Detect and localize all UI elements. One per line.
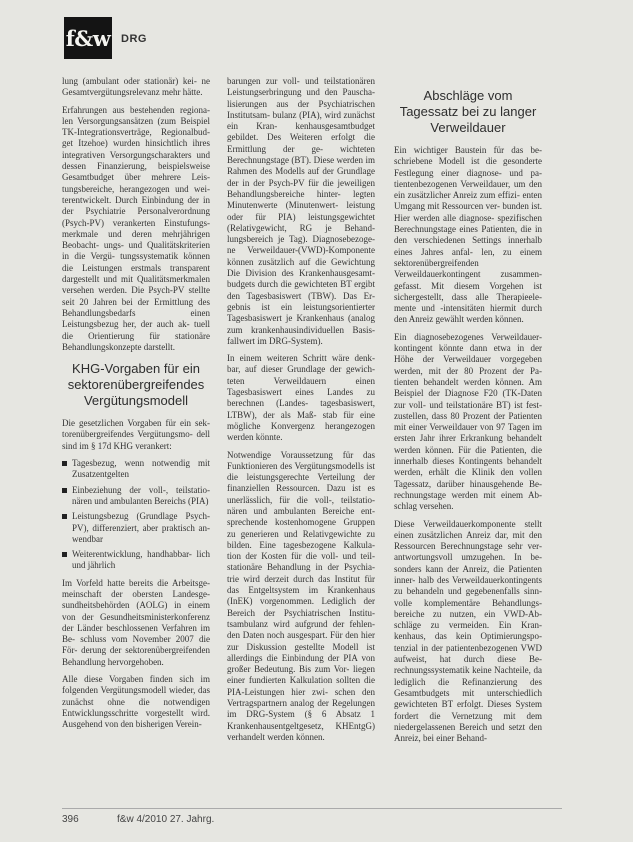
list-item: Weiterentwicklung, handhabbar- lich und jährlich (62, 549, 210, 572)
paragraph: lung (ambulant oder stationär) kei- ne Gesamtvergütungsrelevanz mehr hätte. (62, 76, 210, 98)
text-column-2 (227, 76, 375, 749)
paragraph: In einem weiteren Schritt wäre denk- bar, auf dieser Grundlage der gewich- teten Verweildauern einen Tagesbasiswert eines Landes zu berechnen (Landes- tagesbasiswert, LTBW), der als Maß- stab für eine mögliche Konvergenz herangezogen werden könnte. (227, 353, 375, 443)
page-number: 396 (62, 814, 79, 825)
publication-logo: f&w (64, 17, 112, 59)
section-subheading: Abschläge vom Tagessatz bei zu langer Verweildauer (399, 88, 537, 135)
text-column-1 (62, 76, 210, 737)
requirements-list (62, 458, 210, 572)
list-item: Leistungsbezug (Grundlage Psych- PV), differenziert, aber praktisch an- wendbar (62, 511, 210, 545)
paragraph: Diese Verweildauerkomponente stellt einen zusätzlichen Anreiz dar, mit den Ressourcen Berechnungstage sehr ver- antwortungsvoll umzugehen. In be- sonders kann der Anreiz, die Patienten inner- halb des Verweildauerkontingents zu behandeln und gegebenenfalls sinn- volle komplementäre Behandlungs- bereiche zu nutzen, ein VWD-Ab- schläge zu vermeiden. Ein Kran- kenhaus, das kein Optimierungspo- tenzial in der patientenbezogenen VWD aufweist, hat durch diese Be- rechnungssystematik keine Nachteile, da lediglich die Refinanzierung des Gesamtbudgets mit unterschiedlich gewichteten BT erfolgt. Dieses System fordert die Vernetzung mit dem niedergelassenen Bereich und setzt den Anreiz, bei einer Behand- (394, 518, 542, 744)
text-column-3 (394, 88, 542, 750)
paragraph: Notwendige Voraussetzung für das Funktionieren des Vergütungsmodells ist die leistungsgerechte Verteilung der finanziellen Ressourcen. Dazu ist es unerlässlich, für die voll-, teilstatio- nären und ambulanten Bereiche ent- sprechende kostenhomogene Gruppen zu generieren und Relativgewichte zu bilden. Eine tagesbezogene Kalkula- tion der Kosten für die voll- und teil- stationäre Behandlung in der Psychia- trie wird derzeit durch das Institut für das Entgeltsystem im Krankenhaus (InEK) vorgenommen. Lediglich der Bereich der Psychiatrischen Institu- tsambulanz wird aufgrund der fehlen- den Daten noch ausgespart. Für den hier zur Diskussion gestellte Modell ist allerdings die Einbindung der PIA von großer Bedeutung. Bis zum Vor- liegen einer fundierten Kalkulation sollten die PIA-Leistungen hier zwi- schen den Vertragspartnern analog der Regelungen im DRG-System (§ 6 Absatz 1 Krankenhausentgeltgesetz, KHEntgG) verhandelt werden können. (227, 449, 375, 742)
paragraph: Alle diese Vorgaben finden sich im folgenden Vergütungsmodell wieder, das zunächst ohne die notwendigen Entwicklungsschritte vorgestellt wird. Ausgehend von den bisherigen Verein- (62, 674, 210, 730)
section-rubric: DRG (121, 33, 147, 45)
paragraph: Ein wichtiger Baustein für das be- schriebene Modell ist die gesonderte Festlegung einer diagnose- und pa- tientenbezogenen Verweildauer, um den ein zusätzlicher Anreiz zum effizi- enten Umgang mit Ressourcen ver- bunden ist. Hier werden alle diagnose- spezifischen Berechnungstage eines Patienten, die in den verschiedenen Settings innerhalb eines Jahres anfal- len, zu einem sektorenübergreifenden Verweildauerkontingent zusammen- gefasst. Mit diesem Vorgehen ist sichergestellt, dass alle Therapieele- mente und -intensitäten hiermit durch den Anreiz gewählt werden können. (394, 145, 542, 325)
journal-citation: f&w 4/2010 27. Jahrg. (117, 814, 215, 825)
list-item: Einbeziehung der voll-, teilstatio- nären und ambulanten Bereichs (PIA) (62, 485, 210, 508)
section-subheading: KHG-Vorgaben für ein sektorenübergreifendes Vergütungsmodell (67, 361, 205, 409)
paragraph: Ein diagnosebezogenes Verweildauer- kontingent könnte dann etwa in der Höhe der Verweildauer vorgegeben werden, mit der 80 Prozent der Pa- tienten behandelt werden können. Am Beispiel der Diagnose F20 (TK-Daten zur voll- und teilstationäre BT) ist fest- zustellen, dass 80 Prozent der Patienten mit einer Verweildauer von 97 Tagen im ersten Jahr ihrer Erkrankung behandelt werden können. Für die Patienten, die innerhalb dieses Kontingents behandelt werden, erhält die Klinik den vollen Tagessatz, darüber hinausgehende Be- rechnungstage werden mit einem Ab- schlag versehen. (394, 331, 542, 512)
paragraph: Im Vorfeld hatte bereits die Arbeitsge- meinschaft der obersten Landesge- sundheitsbehörden (AOLG) in einem von der Gesundheitsministerkonferenz der Länder beschlossenen Verfahren im Be- schluss vom November 2007 die För- derung der sektorenübergreifenden Behandlung hervorgehoben. (62, 577, 210, 667)
paragraph: barungen zur voll- und teilstationären Leistungserbringung und den Pauscha- lisierungen aus der Psychiatrischen Institutsam- bulanz (PIA), wird zunächst ein Kran- kenhausgesamtbudget gebildet. Des Weiteren erfolgt die Ermittlung der ge- wichteten Berechnungstage (BT). Diese werden im Rahmen des Modells auf der Grundlage der in der Psych-PV für die jeweiligen Behandlungsbereiche hinter- legten Minutenwerte (Minutenwert- leistung oder für PIA) leistungsgewichtet (Relativgewicht, RG je Behand- lungsbereich je Tag). Diagnosebezoge- ne Verweildauer-(VWD)-Komponente können zusätzlich auf die Gewichtung Die Division des Krankenhausgesamt- budgets durch die gewichteten BT ergibt den Tagesbasiswert (TBW). Das Er- gebnis ist ein leistungsorientierter Tagesbasiswert je Krankenhaus (analog zum krankenhausindividuellen Basis- fallwert im DRG-System). (227, 76, 375, 346)
footer-divider (62, 808, 562, 809)
paragraph: Die gesetzlichen Vorgaben für ein sek- torenübergreifendes Vergütungsmo- dell sind im § 17d KHG verankert: (62, 418, 210, 451)
paragraph: Erfahrungen aus bestehenden regiona- len Versorgungsansätzen (zum Beispiel TK-Integrationsverträge, Regionalbud- get Itzehoe) wurden hinsichtlich ihres integrativen Versorgungscharakters und dessen Finanzierung, beispielsweise Gesamtbudget über mehrere Leis- tungsbereiche, herangezogen und wei- terentwickelt. Durch Einbindung der in der Psychiatrie Personalverordnung (Psych-PV) verankerten Einstufungs- merkmale und deren mehrjährigen Beobacht- ungs- und Qualitätskriterien in die Vergü- tungssystematik können die Leistungen erstmals transparent dargestellt und mit Qualitätsmerkmalen versehen werden. Die Psych-PV stellte seit 20 Jahren bei der Ermittlung des Behandlungsbedarfs einen Leistungsbezug her, der auch ak- tuell die Orientierung für stationäre Behandlungskonzepte darstellt. (62, 104, 210, 352)
list-item: Tagesbezug, wenn notwendig mit Zusatzentgelten (62, 458, 210, 481)
